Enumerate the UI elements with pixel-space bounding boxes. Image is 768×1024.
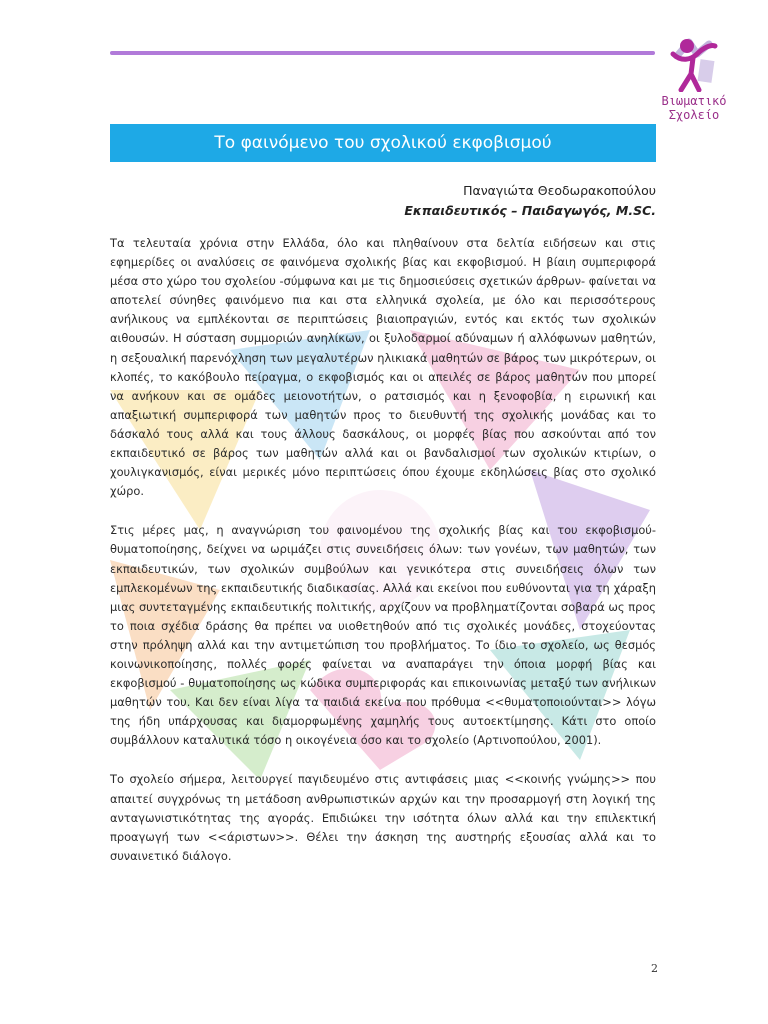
paragraph-3: Το σχολείο σήμερα, λειτουργεί παγιδευμένο στις αντιφάσεις μιας <<κοινής γνώμης>> που απαιτεί συγχρόνως τη μετάδοση ανθρωπιστικών αρχών και την προσαρμογή στη λογική της ανταγωνιστικότητας της αγοράς. Επιδιώκει την ισότητα όλων αλλά και την επιλεκτική προαγωγή των <<άριστων>>. Θέλει την άσκηση της αυστηρής εξουσίας αλλά και το συναινετικό διάλογο. [110,772,656,863]
paragraph-1: Τα τελευταία χρόνια στην Ελλάδα, όλο και πληθαίνουν στα δελτία ειδήσεων και στις εφημερίδες οι αναλύσεις σε φαινόμενα σχολικής βίας και εκφοβισμού. Η βίαιη συμπεριφορά μέσα στο χώρο του σχολείου -σύμφωνα και με τις δημοσιεύσεις σχετικών άρθρων- φαίνεται να αποτελεί σύνηθες φαινόμενο πια και στα ελληνικά σχολεία, με όλο και περισσότερους ανήλικους να εμπλέκονται σε περιπτώσεις βιαιοπραγιών, εντός και εκτός των σχολικών αιθουσών. Η σύσταση συμμοριών ανηλίκων, οι ξυλοδαρμοί αδύναμων ή αλλόφωνων μαθητών, η σεξουαλική παρενόχληση των μεγαλυτέρων ηλικιακά μαθητών σε βάρος των μικρότερων, οι κλοπές, το κακόβουλο πείραγμα, ο εκφοβισμός και οι απειλές σε βάρος μαθητών που μπορεί να ανήκουν και σε ομάδες μειονοτήτων, ο ρατσισμός και η ξενοφοβία, η ειρωνική και απαξιωτική συμπεριφορά των μαθητών προς το διευθυντή της σχολικής μονάδας και το δάσκαλό τους αλλά και τους άλλους δασκάλους, οι μορφές βίας που ασκούνται από τον εκπαιδευτικό σε βάρος των μαθητών αλλά και οι βανδαλισμοί των σχολικών κτιρίων, ο χουλιγκανισμός, είναι μερικές μόνο περιπτώσεις όπου έχουμε εκδηλώσεις βίας στο σχολικό χώρο. [110,236,656,499]
page-number: 2 [651,962,658,975]
header-rule [110,51,655,55]
logo-text [655,94,733,122]
document-title: Το φαινόμενο του σχολικού εκφοβισμού [214,133,552,153]
title-banner [110,124,656,162]
author-name: Παναγιώτα Θεοδωρακοπούλου [463,183,656,198]
school-logo [655,30,735,125]
article-body [110,234,656,886]
author-block [404,181,656,221]
paragraph-2: Στις μέρες μας, η αναγνώριση του φαινομένου της σχολικής βίας και του εκφοβισμού-θυματοποίησης, δείχνει να ωριμάζει στις συνειδήσεις όλων: των γονέων, των μαθητών, των εκπαιδευτικών, των σχολικών συμβούλων και γενικότερα στις συνειδήσεις όλων των εμπλεκομένων της εκπαιδευτικής διαδικασίας. Αλλά και εκείνοι που ευθύνονται για τη χάραξη μιας συντεταγμένης εκπαιδευτικής πολιτικής, αρχίζουν να προβληματίζονται σοβαρά ως προς το ποια σχέδια δράσης θα πρέπει να υιοθετηθούν από τις σχολικές μονάδες, στοχεύοντας στην πρόληψη αλλά και την αντιμετώπιση του προβλήματος. Το ίδιο το σχολείο, ως θεσμός κοινωνικοποίησης, πολλές φορές φαίνεται να αναπαράγει την όποια μορφή βίας και εκφοβισμού - θυματοποίησης ως κώδικα συμπεριφοράς και επικοινωνίας μεταξύ των ανήλικων μαθητών του. Και δεν είναι λίγα τα παιδιά εκείνα που πρόθυμα <<θυματοποιούνται>> λόγω της ήδη υπάρχουσας και διαμορφωμένης χαμηλής τους αυτοεκτίμησης. Κάτι στο οποίο συμβάλλουν καταλυτικά τόσο η οικογένεια όσο και το σχολείο (Αρτινοπούλου, 2001). [110,523,656,748]
logo-text-line2: Σχολείο [668,108,720,122]
logo-figure-icon [663,34,723,92]
logo-text-line1: Βιωματικό [661,94,727,108]
author-role: Εκπαιδευτικός – Παιδαγωγός, M.SC. [404,203,656,218]
